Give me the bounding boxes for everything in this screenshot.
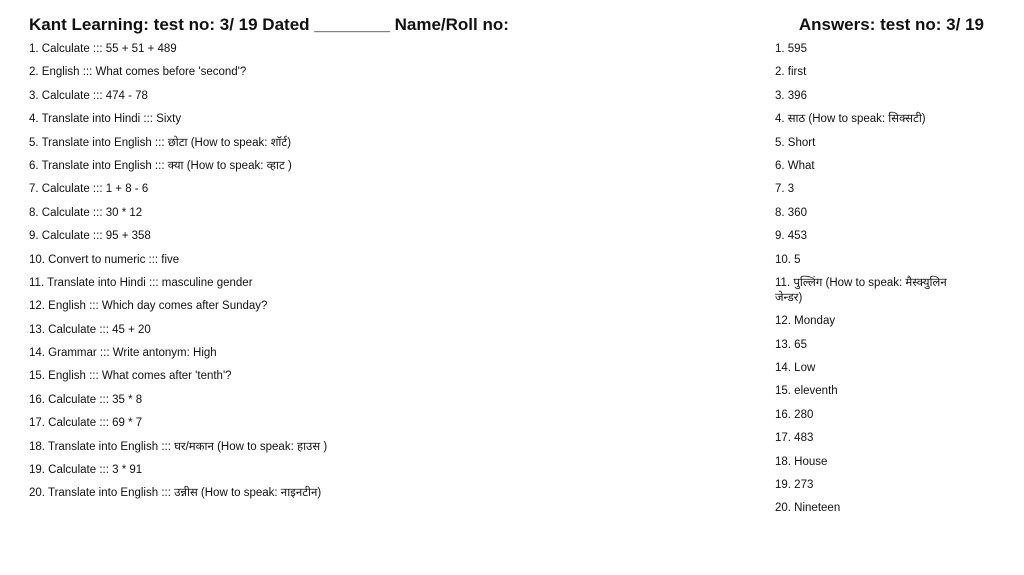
question-item: 13. Calculate ::: 45 + 20 [29,323,151,336]
answer-item: 12. Monday [775,315,836,328]
answer-item: 9. 453 [775,230,807,243]
answer-list [775,42,970,525]
answer-item: 8. 360 [775,206,807,219]
answer-item: 15. eleventh [775,385,838,398]
answer-item: 5. Short [775,136,816,149]
answer-item: 4. साठ (How to speak: सिक्सटी) [775,113,926,126]
answer-item: 13. 65 [775,338,807,351]
question-item: 6. Translate into English ::: क्या (How to speak: व्हाट ) [29,159,292,172]
question-item: 18. Translate into English ::: घर/मकान (How to speak: हाउस ) [29,440,328,453]
question-item: 20. Translate into English ::: उन्नीस (How to speak: नाइनटीन) [29,487,322,500]
answer-item: 18. House [775,455,828,468]
answer-item: 19. 273 [775,479,814,492]
question-item: 7. Calculate ::: 1 + 8 - 6 [29,183,149,196]
question-item: 15. English ::: What comes after 'tenth'? [29,370,232,383]
question-item: 1. Calculate ::: 55 + 51 + 489 [29,43,177,55]
question-item: 5. Translate into English ::: छोटा (How to speak: शॉर्ट) [29,136,292,149]
question-item: 3. Calculate ::: 474 - 78 [29,89,148,102]
test-title: Kant Learning: test no: 3/ 19 Dated ________ Name/Roll no: [29,15,509,34]
question-item: 19. Calculate ::: 3 * 91 [29,464,143,477]
question-item: 17. Calculate ::: 69 * 7 [29,417,143,430]
question-item: 11. Translate into Hindi ::: masculine gender [29,276,253,289]
answer-item: 7. 3 [775,183,795,196]
answer-item: 20. Nineteen [775,502,841,515]
answer-item: 6. What [775,159,815,172]
answer-item: 2. first [775,66,807,79]
answers-title: Answers: test no: 3/ 19 [798,15,984,34]
answer-item: 16. 280 [775,408,814,421]
question-item: 16. Calculate ::: 35 * 8 [29,393,143,406]
question-item: 12. English ::: Which day comes after Sunday? [29,300,268,313]
question-item: 4. Translate into Hindi ::: Sixty [29,113,182,126]
question-item: 10. Convert to numeric ::: five [29,253,180,266]
answer-item: 11. पुल्लिंग (How to speak: मैस्क्युलिन जेन्डर) [775,276,947,304]
answer-item: 1. 595 [775,43,807,55]
answer-item: 3. 396 [775,89,807,102]
question-item: 2. English ::: What comes before 'second'? [29,66,247,79]
answer-item: 14. Low [775,362,816,375]
question-item: 9. Calculate ::: 95 + 358 [29,230,151,243]
question-list [29,42,469,510]
question-item: 14. Grammar ::: Write antonym: High [29,347,217,360]
answer-item: 10. 5 [775,253,801,266]
answer-item: 17. 483 [775,432,814,445]
question-item: 8. Calculate ::: 30 * 12 [29,206,143,219]
